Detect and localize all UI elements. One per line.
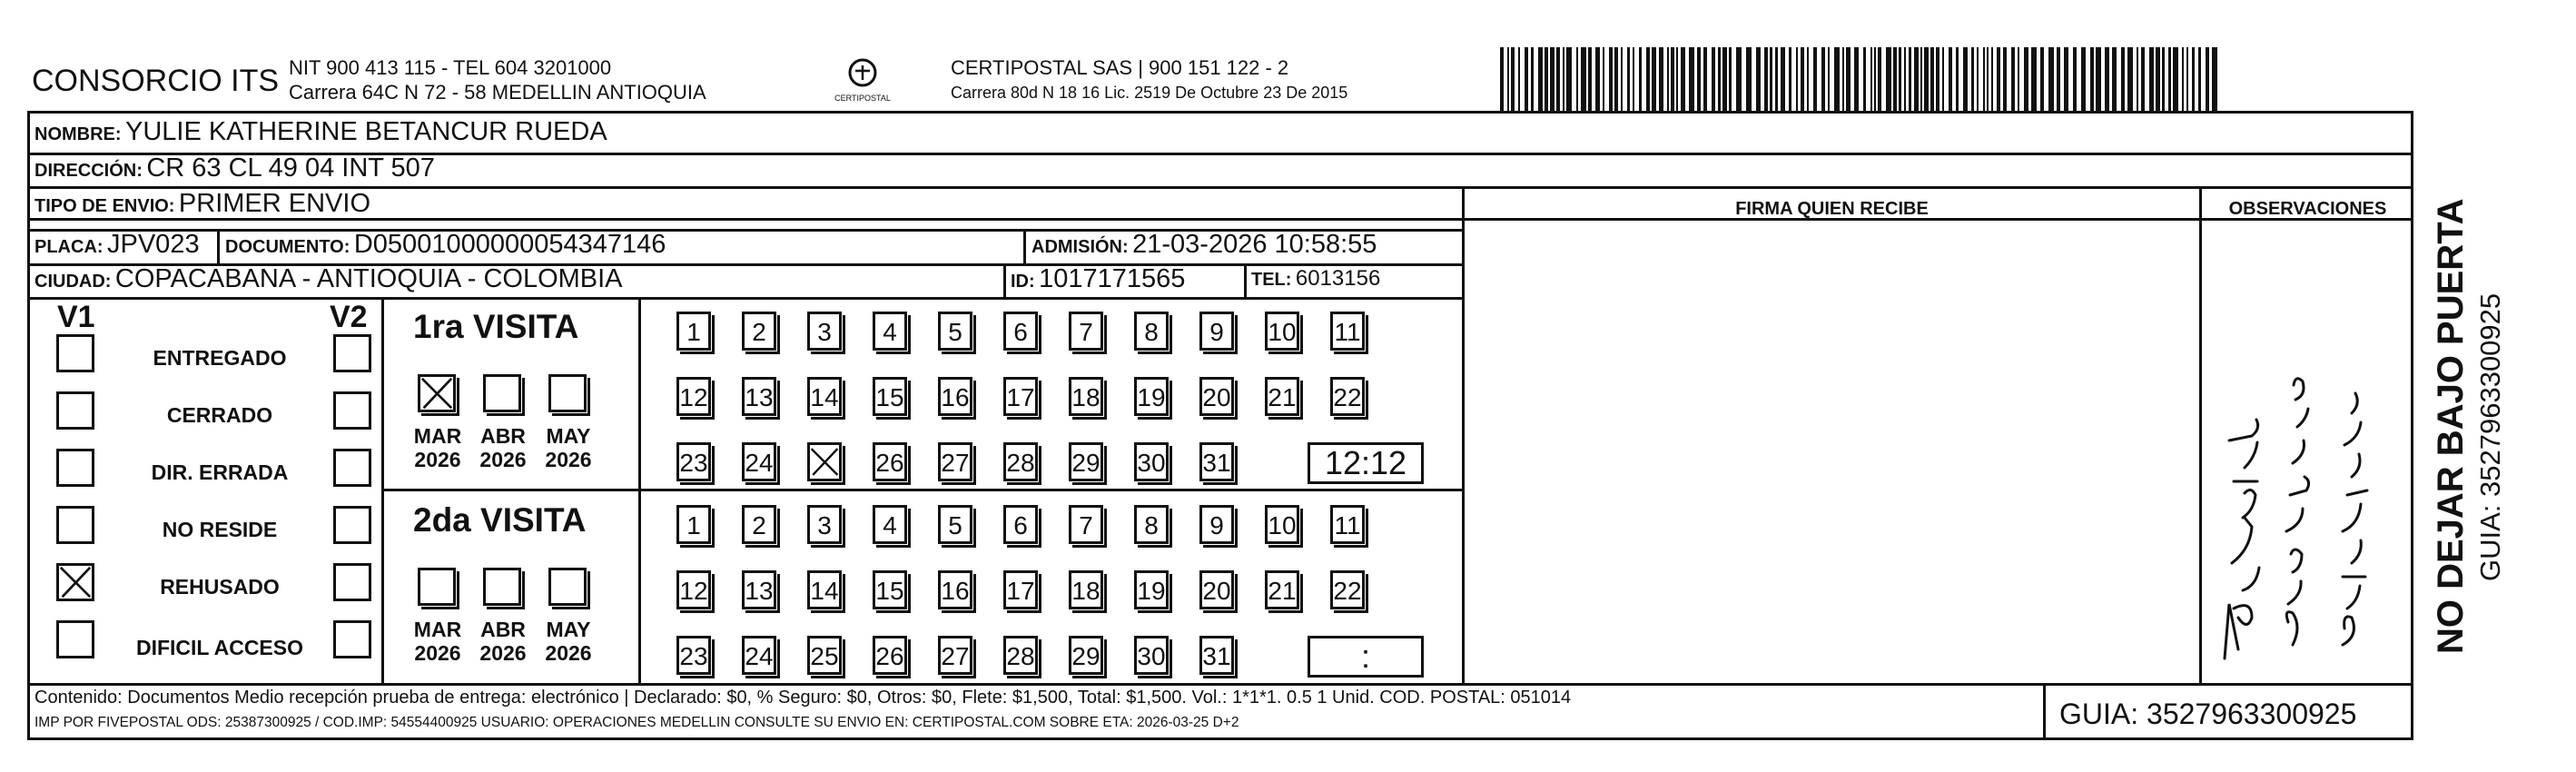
documento-row (225, 230, 666, 260)
barcode-bar (1854, 47, 1859, 113)
barcode-bar (1667, 47, 1669, 113)
barcode-bar (1991, 47, 1993, 113)
col-divider (1003, 263, 1006, 297)
barcode-bar (2121, 47, 2125, 113)
observation-handwriting (2206, 309, 2406, 677)
visit-day[interactable]: 20 (1199, 377, 1234, 416)
visit-month-checkbox[interactable] (418, 374, 456, 412)
barcode-bar (2149, 47, 2154, 113)
visit-day[interactable]: 20 (1199, 570, 1234, 609)
visit-day[interactable]: 31 (1199, 636, 1234, 675)
barcode-bar (1525, 47, 1528, 113)
visit-day[interactable]: 1 (676, 505, 711, 544)
firma-header: FIRMA QUIEN RECIBE (1735, 199, 1929, 219)
company-address: Carrera 64C N 72 - 58 MEDELLIN ANTIOQUIA (289, 81, 706, 104)
barcode-bar (1712, 47, 1715, 113)
barcode-bar (1545, 47, 1548, 113)
visit-day[interactable]: 19 (1134, 377, 1169, 416)
barcode-bar (1576, 47, 1578, 113)
barcode-bar (1703, 47, 1707, 113)
barcode-bar (1813, 47, 1817, 113)
barcode-bar (1834, 47, 1840, 113)
visit-month-checkbox[interactable] (483, 374, 521, 412)
barcode-bar (1603, 47, 1604, 113)
barcode-bar (1997, 47, 2000, 113)
id-value: 1017171565 (1039, 264, 1186, 293)
barcode-bar (1801, 47, 1804, 113)
nombre-row (35, 117, 607, 147)
barcode-bar (1781, 47, 1785, 113)
visit-day[interactable] (807, 442, 842, 481)
visit-day[interactable]: 9 (1199, 505, 1234, 544)
barcode-bar (2186, 47, 2188, 113)
barcode-bar (2162, 47, 2165, 113)
barcode-bar (2112, 47, 2117, 113)
barcode-bar (1936, 47, 1939, 113)
status-v2-checkbox[interactable] (333, 391, 371, 430)
footer-line-2: IMP POR FIVEPOSTAL ODS: 25387300925 / COD.IMP: 54554400925 USUARIO: OPERACIONES MEDELLIN CONSULTE SU ENVIO EN: CERTIPOSTAL.COM SOBRE ETA: 2026-03-25 D+2 (35, 715, 1239, 730)
barcode-bar (1987, 47, 1989, 113)
barcode-bar (1697, 47, 1701, 113)
visit-day[interactable]: 19 (1134, 570, 1169, 609)
visit-day[interactable]: 22 (1330, 570, 1365, 609)
nombre-label: NOMBRE: (35, 124, 122, 144)
visit-day[interactable]: 14 (807, 377, 842, 416)
status-v1-checkbox[interactable] (56, 563, 94, 601)
barcode-bar (2212, 47, 2217, 113)
visit-time-field[interactable]: 12:12 (1308, 442, 1424, 484)
barcode-bar (2048, 47, 2054, 113)
side-guia: GUIA: 3527963300925 (2474, 292, 2506, 581)
barcode-bar (2182, 47, 2184, 113)
barcode-bar (2031, 47, 2037, 113)
visit-day[interactable]: 24 (742, 636, 776, 675)
barcode-bar (1736, 47, 1742, 113)
ciudad-value: COPACABANA - ANTIOQUIA - COLOMBIA (114, 264, 623, 293)
visit-day[interactable]: 7 (1069, 312, 1103, 351)
visit-day[interactable]: 8 (1134, 505, 1169, 544)
barcode-bar (1924, 47, 1929, 113)
barcode-bar (1746, 47, 1752, 113)
side-warning: NO DEJAR BAJO PUERTA (2431, 198, 2471, 654)
status-label: DIR. ERRADA (151, 460, 289, 484)
barcode-bar (1796, 47, 1798, 113)
visit-day[interactable]: 2 (742, 505, 776, 544)
visit-month-label: ABR 2026 (479, 618, 527, 665)
barcode-bar (1893, 47, 1897, 113)
barcode-bar (1863, 47, 1866, 113)
barcode-bar (1909, 47, 1911, 113)
status-v1-checkbox[interactable] (56, 334, 94, 372)
status-v1-checkbox[interactable] (56, 391, 94, 430)
barcode-bar (1956, 47, 1959, 113)
tipo-row (35, 189, 370, 219)
visit-day[interactable]: 24 (742, 442, 776, 481)
barcode-bar (1518, 47, 1520, 113)
visit-day[interactable]: 7 (1069, 505, 1103, 544)
status-v2-checkbox[interactable] (333, 563, 371, 601)
visit-day[interactable]: 30 (1134, 636, 1169, 675)
barcode-bar (1846, 47, 1851, 113)
visit-day[interactable]: 15 (873, 377, 907, 416)
barcode-bar (2018, 47, 2019, 113)
visit-day[interactable]: 9 (1199, 312, 1234, 351)
observaciones-header: OBSERVACIONES (2228, 199, 2387, 219)
barcode-bar (2198, 47, 2201, 113)
barcode-bar (1870, 47, 1872, 113)
visit-title: 2da VISITA (413, 501, 587, 539)
barcode-bar (1886, 47, 1891, 113)
visit-day[interactable]: 23 (676, 636, 711, 675)
visit-day[interactable]: 1 (676, 312, 711, 351)
visit-day[interactable]: 21 (1265, 377, 1299, 416)
documento-value: D05001000000054347146 (353, 230, 666, 259)
col-divider (1023, 229, 1026, 263)
visit-month-checkbox[interactable] (548, 374, 587, 412)
status-label: NO RESIDE (162, 518, 278, 541)
barcode-bar (1588, 47, 1592, 113)
barcode-bar (1652, 47, 1656, 113)
certipostal-logo (831, 53, 894, 107)
barcode-bar (2024, 47, 2028, 113)
visit-day[interactable]: 23 (676, 442, 711, 481)
barcode-bar (2073, 47, 2077, 113)
barcode-bar (1566, 47, 1572, 113)
visit-day[interactable]: 18 (1069, 570, 1103, 609)
visit-day[interactable]: 16 (938, 377, 972, 416)
status-v2-checkbox[interactable] (333, 620, 371, 658)
visit-day[interactable]: 13 (742, 377, 776, 416)
barcode-bar (2003, 47, 2007, 113)
barcode-bar (1770, 47, 1772, 113)
row-divider (27, 683, 2413, 686)
visit-day[interactable]: 26 (873, 442, 907, 481)
barcode-bar (2081, 47, 2086, 113)
visit-day[interactable]: 12 (676, 570, 711, 609)
barcode-bar (1639, 47, 1642, 113)
ciudad-label: CIUDAD: (35, 272, 112, 292)
visit-month-checkbox[interactable] (418, 568, 456, 606)
barcode-bar (1920, 47, 1922, 113)
tipo-value: PRIMER ENVIO (178, 189, 371, 218)
visit-day[interactable]: 4 (873, 312, 907, 351)
direccion-value: CR 63 CL 49 04 INT 507 (146, 153, 435, 183)
visit-day[interactable]: 14 (807, 570, 842, 609)
barcode-bar (1500, 47, 1504, 113)
visit-month-label: MAR 2026 (413, 424, 462, 471)
col-divider (638, 297, 641, 683)
footer-line-1: Contenido: Documentos Medio recepción prueba de entrega: electrónico | Declarado: $0, % Seguro: $0, Otros: $0, Flete: $1,500, Total: $1,500. Vol.: 1*1*1. 0.5 1 Unid. COD. POSTAL: 051014 (35, 688, 1572, 708)
visit-day[interactable]: 16 (938, 570, 972, 609)
placa-value: JPV023 (107, 230, 200, 259)
visit-month-checkbox[interactable] (548, 568, 587, 606)
barcode-bar (1949, 47, 1952, 113)
visit-day[interactable]: 13 (742, 570, 776, 609)
barcode-bar (1914, 47, 1919, 113)
visit-day[interactable]: 30 (1134, 442, 1169, 481)
row-divider (27, 186, 2413, 189)
barcode-bar (2192, 47, 2195, 113)
col-divider (2199, 186, 2202, 683)
status-label: REHUSADO (160, 575, 280, 599)
barcode-bar (1538, 47, 1543, 113)
barcode-bar (1563, 47, 1564, 113)
status-v1-checkbox[interactable] (56, 506, 94, 544)
direccion-row (35, 153, 435, 183)
barcode-bar (1899, 47, 1901, 113)
barcode-bar (1789, 47, 1791, 113)
visit-month-label: ABR 2026 (479, 424, 527, 471)
row-divider (27, 297, 1462, 300)
barcode-bar (2090, 47, 2094, 113)
v2-label: V2 (330, 300, 368, 334)
footer-guia: GUIA: 3527963300925 (2059, 698, 2357, 730)
col-divider (2043, 683, 2046, 740)
barcode-bar (1550, 47, 1554, 113)
barcode-bar (1531, 47, 1534, 113)
placa-row (35, 230, 200, 260)
barcode-bar (1775, 47, 1778, 113)
visit-day[interactable]: 10 (1265, 505, 1299, 544)
col-divider (1244, 263, 1247, 297)
barcode-bar (1756, 47, 1761, 113)
visit-month-label: MAY 2026 (545, 424, 592, 471)
visit-day[interactable]: 31 (1199, 442, 1234, 481)
visit-day[interactable]: 27 (938, 636, 972, 675)
visit-month-label: MAR 2026 (413, 618, 462, 665)
v1-label: V1 (57, 300, 95, 334)
visit-day[interactable]: 22 (1330, 377, 1365, 416)
barcode-bar (1609, 47, 1613, 113)
barcode-bar (1671, 47, 1674, 113)
visit-time-field[interactable]: : (1308, 636, 1424, 678)
visit-day[interactable]: 6 (1003, 505, 1038, 544)
barcode-bar (2040, 47, 2044, 113)
barcode-bar (2011, 47, 2015, 113)
carrier-license: Carrera 80d N 18 16 Lic. 2519 De Octubre 23 De 2015 (951, 84, 1348, 102)
barcode-bar (1718, 47, 1721, 113)
visit-day[interactable]: 18 (1069, 377, 1103, 416)
visit-day[interactable]: 3 (807, 505, 842, 544)
barcode-bar (1821, 47, 1825, 113)
status-v1-checkbox[interactable] (56, 620, 94, 658)
barcode-bar (1633, 47, 1634, 113)
barcode-bar (1676, 47, 1678, 113)
visit-day[interactable]: 28 (1003, 442, 1038, 481)
visit-day[interactable]: 25 (807, 636, 842, 675)
placa-label: PLACA: (35, 237, 104, 257)
visit-day[interactable]: 26 (873, 636, 907, 675)
visit-day[interactable]: 4 (873, 505, 907, 544)
visit-day[interactable]: 15 (873, 570, 907, 609)
visit-day[interactable]: 29 (1069, 442, 1103, 481)
admision-label: ADMISIÓN: (1031, 237, 1129, 257)
visit-month-label: MAY 2026 (545, 618, 592, 665)
barcode-bar (1930, 47, 1934, 113)
barcode-bar (1971, 47, 1974, 113)
barcode-bar (1595, 47, 1600, 113)
barcode (1500, 0, 2226, 118)
barcode-bar (2156, 47, 2160, 113)
barcode-bar (1507, 47, 1509, 113)
barcode-bar (2206, 47, 2209, 113)
visit-day[interactable]: 27 (938, 442, 972, 481)
barcode-bar (2064, 47, 2068, 113)
status-v2-checkbox[interactable] (333, 506, 371, 544)
barcode-bar (1722, 47, 1727, 113)
barcode-bar (1878, 47, 1881, 113)
tel-label: TEL: (1251, 270, 1292, 290)
visit-title: 1ra VISITA (413, 308, 579, 345)
barcode-bar (2105, 47, 2109, 113)
barcode-bar (1977, 47, 1979, 113)
visit-day[interactable]: 28 (1003, 636, 1038, 675)
barcode-bar (1581, 47, 1586, 113)
visit-day[interactable]: 10 (1265, 312, 1299, 351)
nombre-value: YULIE KATHERINE BETANCUR RUEDA (125, 117, 607, 146)
barcode-bar (1556, 47, 1560, 113)
status-v2-checkbox[interactable] (333, 449, 371, 487)
barcode-bar (1807, 47, 1809, 113)
barcode-bar (1842, 47, 1844, 113)
col-divider (1462, 186, 1465, 683)
company-name: CONSORCIO ITS (32, 64, 280, 98)
visit-day[interactable]: 29 (1069, 636, 1103, 675)
barcode-bar (1681, 47, 1685, 113)
visit-day[interactable]: 2 (742, 312, 776, 351)
tel-row (1251, 266, 1380, 292)
visit-day[interactable]: 11 (1330, 312, 1365, 351)
status-v2-checkbox[interactable] (333, 334, 371, 372)
visit-day[interactable]: 3 (807, 312, 842, 351)
barcode-bar (1627, 47, 1630, 113)
visit-day[interactable]: 12 (676, 377, 711, 416)
col-divider (217, 229, 220, 263)
company-nit: NIT 900 413 115 - TEL 604 3201000 (289, 56, 612, 79)
id-label: ID: (1011, 272, 1035, 292)
visit-day[interactable]: 17 (1003, 377, 1038, 416)
barcode-bar (2096, 47, 2101, 113)
barcode-bar (1511, 47, 1515, 113)
id-row (1011, 264, 1185, 294)
barcode-bar (2141, 47, 2145, 113)
barcode-bar (1729, 47, 1732, 113)
status-label: DIFICIL ACCESO (135, 636, 303, 659)
visit-day[interactable]: 17 (1003, 570, 1038, 609)
barcode-bar (1874, 47, 1876, 113)
barcode-bar (1621, 47, 1623, 113)
barcode-bar (1764, 47, 1768, 113)
barcode-bar (1828, 47, 1830, 113)
visit-day[interactable]: 8 (1134, 312, 1169, 351)
admision-value: 21-03-2026 10:58:55 (1132, 230, 1377, 259)
barcode-bar (2168, 47, 2171, 113)
barcode-bar (1689, 47, 1694, 113)
tel-value: 6013156 (1295, 266, 1381, 291)
barcode-bar (1942, 47, 1944, 113)
barcode-bar (1646, 47, 1650, 113)
logo-text: CERTIPOSTAL (834, 94, 891, 103)
documento-label: DOCUMENTO: (225, 237, 350, 257)
barcode-bar (2173, 47, 2178, 113)
visit-day[interactable]: 6 (1003, 312, 1038, 351)
barcode-bar (1614, 47, 1618, 113)
col-divider (381, 297, 384, 683)
admision-row (1031, 230, 1377, 260)
row-divider (381, 489, 1462, 491)
status-v1-checkbox[interactable] (56, 449, 94, 487)
barcode-bar (1904, 47, 1906, 113)
visit-day[interactable]: 5 (938, 312, 972, 351)
visit-month-checkbox[interactable] (483, 568, 521, 606)
visit-day[interactable]: 11 (1330, 505, 1365, 544)
barcode-bar (1963, 47, 1968, 113)
barcode-bar (2057, 47, 2060, 113)
ciudad-row (35, 264, 623, 294)
visit-day[interactable]: 5 (938, 505, 972, 544)
barcode-bar (1659, 47, 1663, 113)
barcode-bar (1983, 47, 1985, 113)
tipo-label: TIPO DE ENVIO: (35, 196, 175, 216)
status-label: ENTREGADO (153, 346, 287, 370)
carrier-name: CERTIPOSTAL SAS | 900 151 122 - 2 (951, 56, 1289, 79)
status-label: CERRADO (166, 403, 273, 427)
barcode-bar (2127, 47, 2133, 113)
direccion-label: DIRECCIÓN: (35, 161, 143, 181)
visit-day[interactable]: 21 (1265, 570, 1299, 609)
barcode-bar (2137, 47, 2138, 113)
